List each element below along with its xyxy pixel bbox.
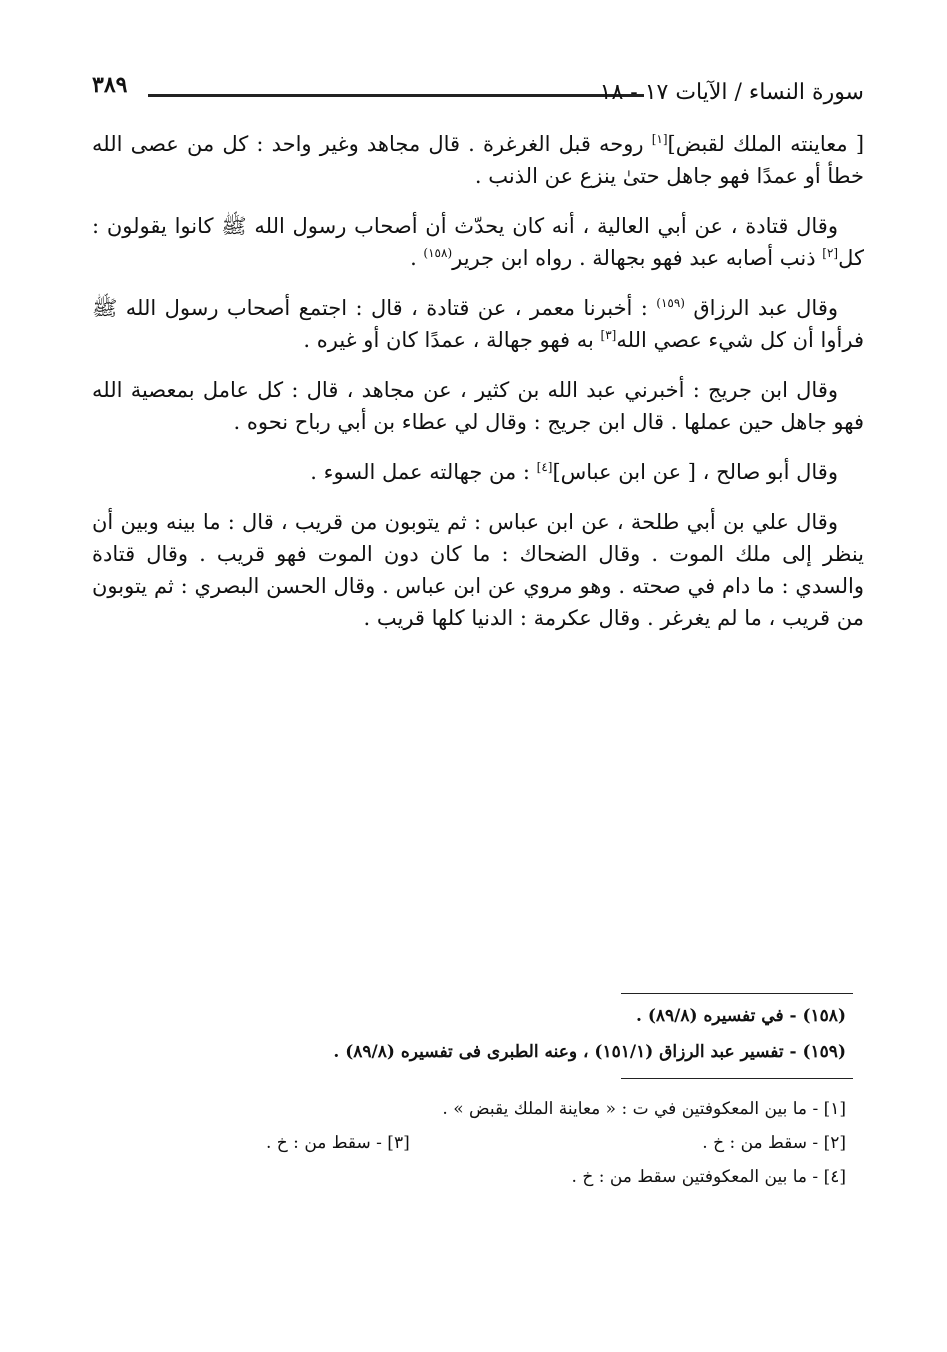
footnote: [٣] - سقط من : خ .: [266, 1133, 410, 1153]
main-text: [92, 128, 864, 652]
source-footnotes: [92, 998, 864, 1070]
paragraph: وقال ابن جريج : أخبرني عبد الله بن كثير ، عن مجاهد ، قال : كل عامل بمعصية الله فهو جاهل حين عملها . قال ابن جريج : وقال لي عطاء بن أبي رباح نحوه .: [92, 378, 864, 434]
footnote-rule: [621, 1078, 853, 1079]
footnote: [٢] - سقط من : خ .: [702, 1133, 846, 1153]
footnote: (١٥٩) - تفسير عبد الرزاق (١٥١/١) ، وعنه الطبرى فى تفسيره (٨٩/٨) .: [333, 1042, 846, 1062]
footnote-rule: [621, 993, 853, 994]
paragraph: [ معاينته الملك لقبض][١] روحه قبل الغرغرة . قال مجاهد وغير واحد : كل من عصى الله خطأ أو عمدًا فهو جاهل حتىٰ ينزع عن الذنب .: [92, 132, 865, 188]
footnote-ref: (١٥٨): [423, 246, 453, 260]
footnote-ref: (١٥٩): [656, 296, 685, 310]
footnote-ref: [٤]: [536, 460, 553, 474]
footnote: [٤] - ما بين المعكوفتين سقط من : خ .: [571, 1167, 846, 1187]
paragraph: وقال عبد الرزاق $^{(١٥٩)}$ : أخبرنا معمر ، عن قتادة ، قال : اجتمع أصحاب رسول الله ﷺ فرأوا أن كل شيء عصي الله[٣] به فهو جهالة ، عمدًا كان أو غيره .: [92, 296, 864, 352]
paragraph: وقال علي بن أبي طلحة ، عن ابن عباس : ثم يتوبون من قريب ، قال : ما بينه وبين أن ينظر إلى ملك الموت . وقال الضحاك : ما كان دون الموت فهو قريب . وقال قتادة والسدي : ما دام في صحته . وهو مروي عن ابن عباس . وقال الحسن البصري : ثم يتوبون من قريب ، ما لم يغرغر . وقال عكرمة : الدنيا كلها قريب .: [92, 510, 864, 630]
footnote-ref: [٢]: [822, 246, 839, 260]
footnote: (١٥٨) - في تفسيره (٨٩/٨) .: [636, 1006, 846, 1026]
page-header: [92, 70, 864, 110]
running-title: سورة النساء / الآيات ١٧ - ١٨: [599, 80, 864, 105]
paragraph: وقال أبو صالح ، [ عن ابن عباس][٤] : من جهالته عمل السوء .: [310, 460, 838, 484]
footnote-ref: [١]: [651, 132, 668, 146]
paragraph: وقال قتادة ، عن أبي العالية ، أنه كان يحدّث أن أصحاب رسول الله ﷺ كانوا يقولون : كل[٢] ذنب أصابه عبد فهو بجهالة . رواه ابن جرير$^{(١٥٨)}$ .: [92, 214, 864, 270]
page-number: ٣٨٩: [92, 72, 128, 98]
footnote-row: [266, 1126, 846, 1160]
footnote-ref: [٣]: [600, 328, 617, 342]
footnote: [١] - ما بين المعكوفتين في ت : « معاينة الملك يقبض » .: [442, 1099, 846, 1119]
manuscript-footnotes: [92, 1092, 864, 1194]
header-rule: [148, 94, 644, 97]
